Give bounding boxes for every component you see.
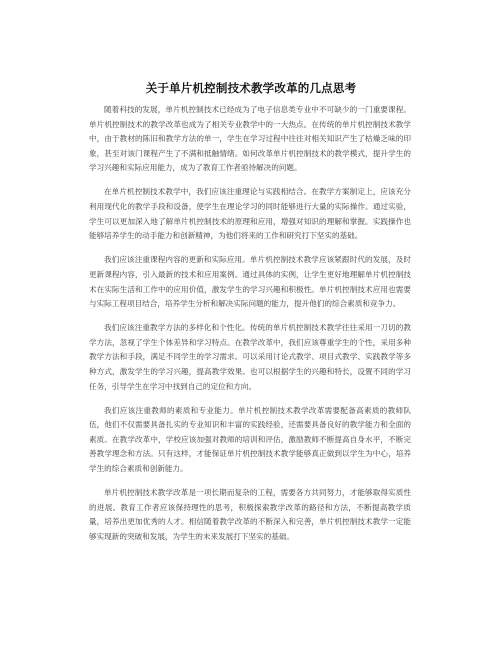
page-title: 关于单片机控制技术教学改革的几点思考 bbox=[145, 81, 357, 95]
paragraph-4: 我们应该注重教学方法的多样化和个性化。传统的单片机控制技术教学往往采用一刀切的教学方法，忽视了学生个体差异和学习特点。在教学改革中，我们应该尊重学生的个性，采用多种教学方法和手段，满足不同学生的学习需求。可以采用讨论式教学、项目式教学、实践教学等多种方式，激发学生的学习兴趣，提高教学效果。也可以根据学生的兴趣和特长，设置不同的学习任务，引导学生在学习中找到自己的定位和方向。 bbox=[89, 323, 411, 391]
paragraph-6: 单片机控制技术教学改革是一项长期而复杂的工程，需要各方共同努力，才能够取得实质性的进展。教育工作者应该保持理性的思考，积极探索教学改革的路径和方法，不断提高教学质量，培养出更加优秀的人才。相信随着教学改革的不断深入和完善，单片机控制技术教学一定能够实现新的突破和发展，为学生的未来发展打下坚实的基础。 bbox=[89, 488, 411, 541]
paragraph-5: 我们应该注重教师的素质和专业能力。单片机控制技术教学改革需要配备高素质的教师队伍，他们不仅需要具备扎实的专业知识和丰富的实践经验，还需要具备良好的教学能力和全面的素质。在教学改革中，学校应该加强对教师的培训和评估，激励教师不断提高自身水平，不断完善教学理念和方法。只有这样，才能保证单片机控制技术教学能够真正做到以学生为中心，培养学生的综合素质和创新能力。 bbox=[89, 405, 411, 474]
paragraph-2: 在单片机控制技术教学中，我们应该注重理论与实践相结合。在教学方案制定上，应该充分利用现代化的教学手段和设备，使学生在理论学习的同时能够进行大量的实际操作。通过实验，学生可以更加深入地了解单片机控制技术的原理和应用，增强对知识的理解和掌握。实践操作也能够培养学生的动手能力和创新精神，为他们将来的工作和研究打下坚实的基础。 bbox=[89, 187, 411, 241]
paragraph-1: 随着科技的发展，单片机控制技术已经成为了电子信息类专业中不可缺少的一门重要课程。单片机控制技术的教学改革也成为了相关专业教学中的一大热点。在传统的单片机控制技术教学中，由于教材的陈旧和教学方法的单一，学生在学习过程中往往对相关知识产生了枯燥乏味的印象，甚至对该门课程产生了不满和抵触情绪。如何改革单片机控制技术的教学模式，提升学生的学习兴趣和实际应用能力，成为了教育工作者亟待解决的问题。 bbox=[89, 105, 411, 173]
paragraph-3: 我们应该注重课程内容的更新和实际应用。单片机控制技术教学应该紧跟时代的发展，及时更新课程内容，引入最新的技术和应用案例。通过具体的实例，让学生更好地理解单片机控制技术在实际生活和工作中的应用价值，激发学生的学习兴趣和积极性。单片机控制技术应用也需要与实际工程项目结合，培养学生分析和解决实际问题的能力，提升他们的综合素质和竞争力。 bbox=[89, 255, 411, 309]
document-body bbox=[89, 103, 411, 554]
